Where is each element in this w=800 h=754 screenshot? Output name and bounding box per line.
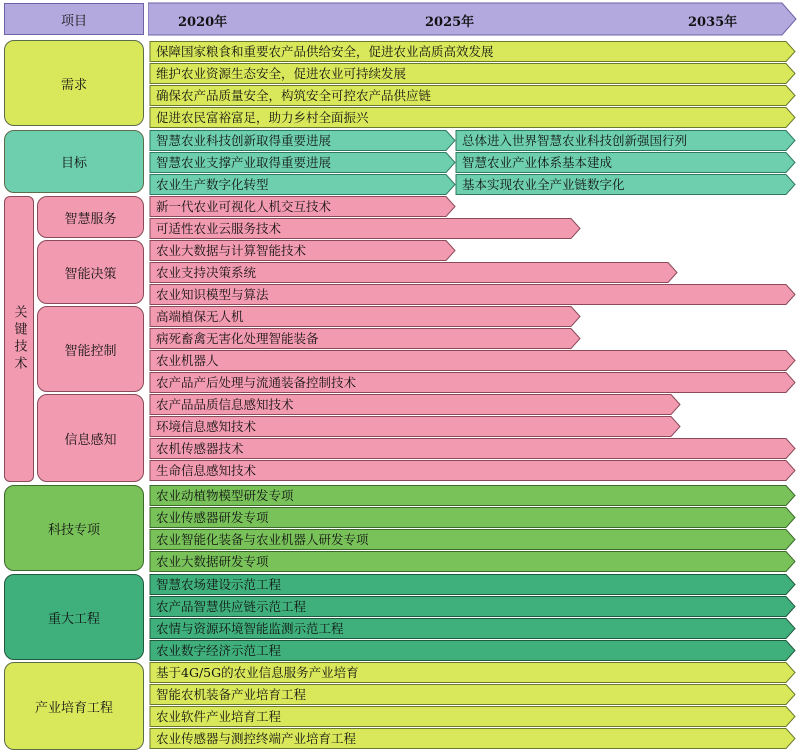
tech-control-item-2: 病死畜禽无害化处理智能装备: [150, 328, 581, 349]
year-2020: 2020年: [178, 15, 228, 30]
industry-item-4: 农业传感器与测控终端产业培育工程: [150, 728, 796, 749]
goal-2025-item-3: 农业生产数字化转型: [150, 174, 456, 195]
goal-2025-item-1: 智慧农业科技创新取得重要进展: [150, 130, 456, 151]
category-tech-projects: 科技专项: [4, 485, 144, 571]
industry-item-1: 基于4G/5G的农业信息服务产业培育: [150, 662, 796, 683]
major-item-3: 农情与资源环境智能监测示范工程: [150, 618, 796, 639]
year-2025: 2025年: [425, 15, 475, 30]
subcategory-smart-decision: 智能决策: [37, 240, 144, 304]
category-key-tech: 关键技术: [4, 196, 34, 482]
year-2035: 2035年: [688, 15, 738, 30]
header-item-label: 项目: [4, 3, 144, 35]
tech-service-item-1: 新一代农业可视化人机交互技术: [150, 196, 456, 217]
project-item-2: 农业传感器研发专项: [150, 507, 796, 528]
project-item-4: 农业大数据研发专项: [150, 551, 796, 572]
demand-item-1: 保障国家粮食和重要农产品供给安全，促进农业高质高效发展: [150, 41, 796, 62]
tech-sensing-item-4: 生命信息感知技术: [150, 460, 796, 481]
tech-control-item-3: 农业机器人: [150, 350, 796, 371]
industry-item-3: 农业软件产业培育工程: [150, 706, 796, 727]
demand-item-3: 确保农产品质量安全，构筑安全可控农产品供应链: [150, 85, 796, 106]
tech-decision-item-3: 农业知识模型与算法: [150, 284, 796, 305]
industry-item-2: 智能农机装备产业培育工程: [150, 684, 796, 705]
goal-2035-item-3: 基本实现农业全产业链数字化: [456, 174, 796, 195]
tech-control-item-4: 农产品产后处理与流通装备控制技术: [150, 372, 796, 393]
tech-decision-item-2: 农业支持决策系统: [150, 262, 678, 283]
tech-sensing-item-2: 环境信息感知技术: [150, 416, 681, 437]
tech-sensing-item-1: 农产品品质信息感知技术: [150, 394, 681, 415]
subcategory-smart-service: 智慧服务: [37, 196, 144, 238]
project-item-3: 农业智能化装备与农业机器人研发专项: [150, 529, 796, 550]
tech-decision-item-1: 农业大数据与计算智能技术: [150, 240, 456, 261]
category-major-engineering: 重大工程: [4, 574, 144, 660]
demand-item-2: 维护农业资源生态安全，促进农业可持续发展: [150, 63, 796, 84]
tech-service-item-2: 可适性农业云服务技术: [150, 218, 581, 239]
category-demand: 需求: [4, 40, 144, 126]
major-item-2: 农产品智慧供应链示范工程: [150, 596, 796, 617]
project-item-1: 农业动植物模型研发专项: [150, 485, 796, 506]
major-item-4: 农业数字经济示范工程: [150, 640, 796, 661]
goal-2035-item-2: 智慧农业产业体系基本建成: [456, 152, 796, 173]
major-item-1: 智慧农场建设示范工程: [150, 574, 796, 595]
tech-control-item-1: 高端植保无人机: [150, 306, 581, 327]
category-industry-cultivation: 产业培育工程: [4, 662, 144, 750]
subcategory-smart-control: 智能控制: [37, 306, 144, 392]
tech-sensing-item-3: 农机传感器技术: [150, 438, 796, 459]
goal-2035-item-1: 总体进入世界智慧农业科技创新强国行列: [456, 130, 796, 151]
goal-2025-item-2: 智慧农业支撑产业取得重要进展: [150, 152, 456, 173]
category-goal: 目标: [4, 130, 144, 193]
subcategory-info-sensing: 信息感知: [37, 394, 144, 482]
demand-item-4: 促进农民富裕富足，助力乡村全面振兴: [150, 107, 796, 128]
